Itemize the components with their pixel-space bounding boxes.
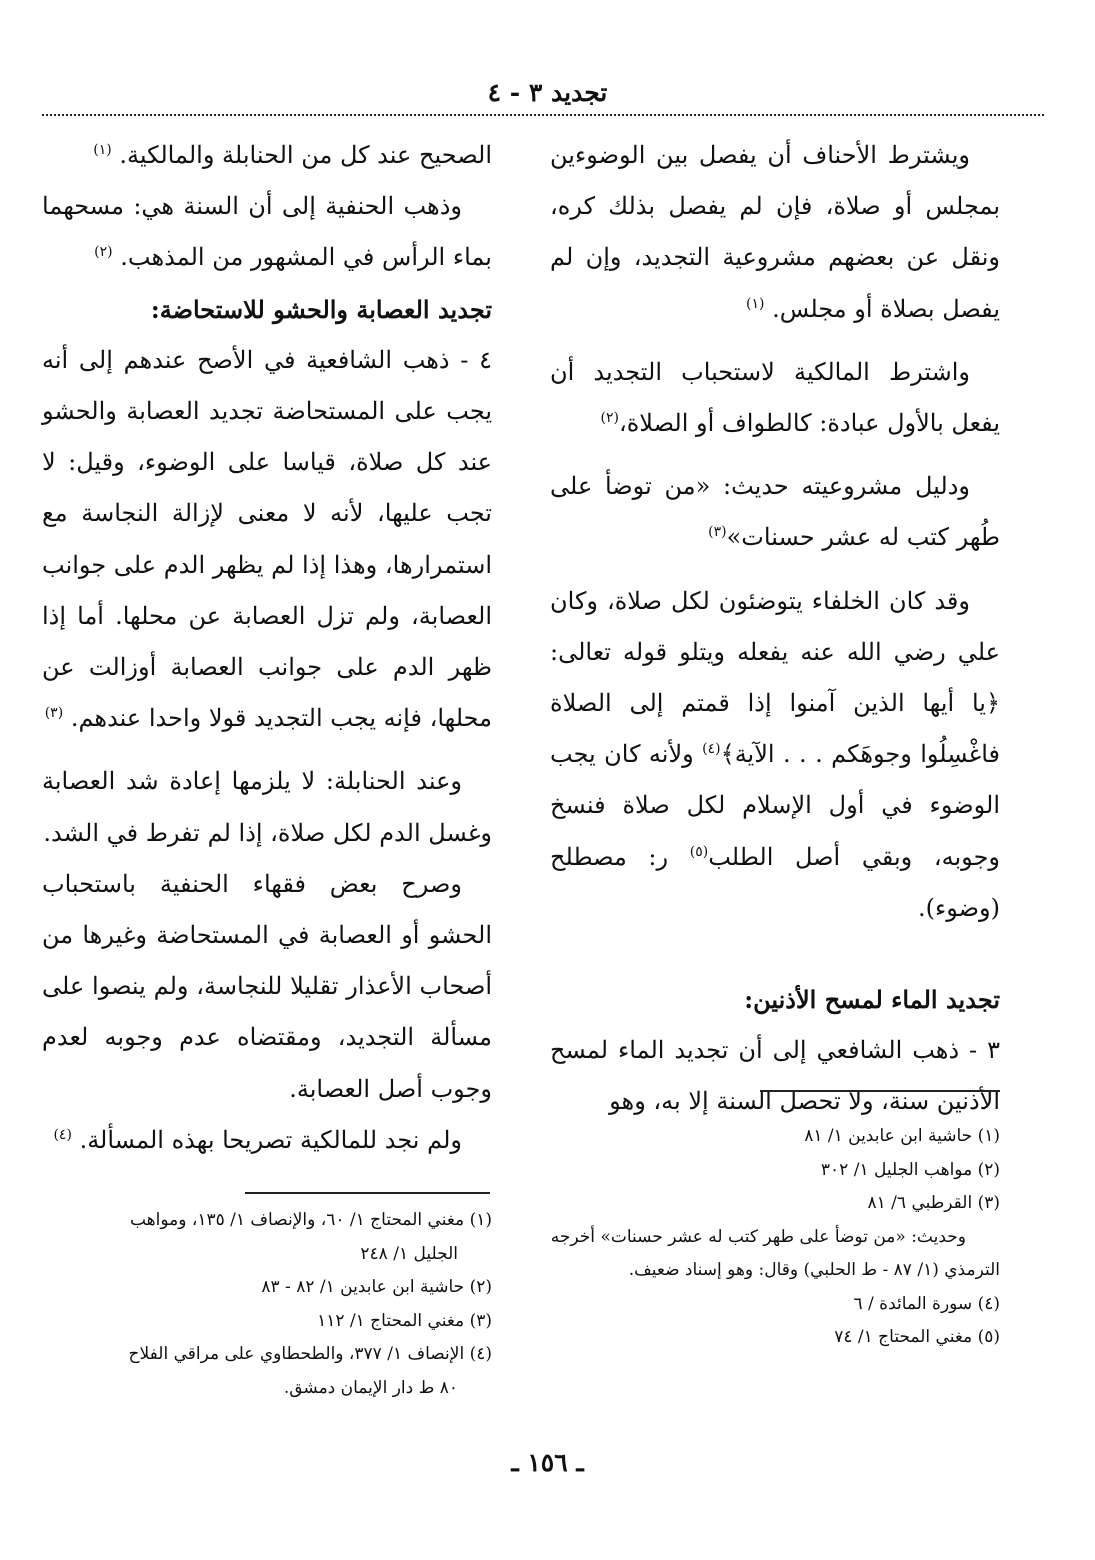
section-heading: تجديد العصابة والحشو للاستحاضة: — [150, 294, 492, 324]
paragraph: وعند الحنابلة: لا يلزمها إعادة شد العصابة وغسل الدم لكل صلاة، إذا لم تفرط في الشد. — [42, 767, 492, 847]
footnote: (٥) مغني المحتاج ١/ ٧٤ — [834, 1327, 1000, 1347]
footnote-ref: (٤) — [53, 1126, 72, 1143]
paragraph: واشترط المالكية لاستحباب التجديد أن يفعل بالأول عبادة: كالطواف أو الصلاة،$^{(٢)}$ — [550, 357, 1000, 438]
footnote: (١) حاشية ابن عابدين ١/ ٨١ — [804, 1126, 1000, 1146]
section-heading: تجديد الماء لمسح الأذنين: — [744, 985, 1000, 1015]
footnote-note: وحديث: «من توضأ على طهر كتب له عشر حسنات» أخرجه الترمذي (١/ ٨٧ - ط الحلبي) وقال: وهو إسناد ضعيف. — [550, 1226, 1000, 1280]
footnote-ref: (٣) — [44, 705, 64, 722]
footnote-ref: (٤) — [702, 741, 721, 758]
footnote-ref: (٢) — [94, 244, 113, 261]
footnote: (٤) سورة المائدة / ٦ — [853, 1293, 1000, 1314]
paragraph: ٣ - ذهب الشافعي إلى أن تجديد الماء لمسح الأذنين سنة، ولا تحصل السنة إلا به، وهو — [550, 1036, 1000, 1116]
footnote: (٢) مواهب الجليل ١/ ٣٠٢ — [820, 1159, 1000, 1180]
footnote: (١) مغني المحتاج ١/ ٦٠، والإنصاف ١/ ١٣٥، ومواهب — [129, 1210, 492, 1230]
footnote-continuation: الجليل ١/ ٢٤٨ — [360, 1243, 458, 1264]
footnote: (٣) مغني المحتاج ١/ ١١٢ — [317, 1310, 492, 1331]
page-number: ـ ١٥٦ ـ — [511, 1448, 584, 1477]
paragraph: وصرح بعض فقهاء الحنفية باستحباب الحشو أو العصابة في المستحاضة وغيرها من أصحاب الأعذار تقليلا للنجاسة، ولم ينصوا على مسألة التجديد، ومقتضاه عدم وجوبه لعدم وجوب أصل العصابة. — [42, 869, 492, 1103]
footnote: (٣) القرطبي ٦/ ٨١ — [867, 1193, 1000, 1213]
footnote: (٢) حاشية ابن عابدين ١/ ٨٢ - ٨٣ — [261, 1277, 492, 1297]
right-footnotes — [550, 1120, 1000, 1355]
paragraph: الصحيح عند كل من الحنابلة والمالكية. $^{(١)}$ — [93, 141, 492, 169]
footnote-ref: (٢) — [600, 410, 619, 427]
footnote-ref: (٣) — [708, 524, 727, 541]
paragraph: ٤ - ذهب الشافعية في الأصح عندهم إلى أنه يجب على المستحاضة تجديد العصابة والحشو عند كل صلاة، قياسا على الوضوء، وقيل: لا تجب عليها، لأنه لا معنى لإزالة النجاسة مع استمرارها، وهذا إذا لم يظهر الدم على جوانب العصابة، ولم تزل العصابة عن محلها. أما إذا ظهر الدم على جوانب العصابة أوزالت عن محلها، فإنه يجب التجديد قولا واحدا عندهم. $^{(٣)}$ — [42, 345, 493, 733]
footnote-ref: (١) — [93, 142, 112, 158]
paragraph: وقد كان الخلفاء يتوضئون لكل صلاة، وكان علي رضي الله عنه يفعله ويتلو قوله تعالى: ﴿يا أيها الذين آمنوا إذا قمتم إلى الصلاة فاغْسِلُوا وجوهَكم . . . الآية﴾$^{(٤)}$ ولأنه كان يجب الوضوء في أول الإسلام لكل صلاة فنسخ وجوبه، وبقي أصل الطلب$^{(٥)}$ ر: مصطلح (وضوء). — [550, 586, 1000, 922]
paragraph: ودليل مشروعيته حديث: «من توضأ على طُهر كتب له عشر حسنات»$^{(٣)}$ — [550, 472, 1000, 552]
paragraph: ولم نجد للمالكية تصريحا بهذه المسألة. $^{(٤)}$ — [53, 1125, 462, 1154]
right-column — [550, 130, 1000, 1128]
footnote-rule — [245, 1192, 490, 1194]
footnote: (٤) الإنصاف ١/ ٣٧٧، والطحطاوي على مراقي الفلاح — [128, 1344, 492, 1364]
footnote-continuation: ٨٠ ط دار الإيمان دمشق. — [283, 1377, 458, 1398]
paragraph: وذهب الحنفية إلى أن السنة هي: مسحهما بماء الرأس في المشهور من المذهب. $^{(٢)}$ — [42, 192, 492, 272]
left-footnotes — [42, 1204, 492, 1405]
left-column — [42, 130, 492, 1166]
footnote-ref: (١) — [746, 295, 765, 312]
footnote-rule — [760, 1090, 1000, 1092]
footnote-ref: (٥) — [689, 843, 709, 860]
paragraph: ويشترط الأحناف أن يفصل بين الوضوءين بمجلس أو صلاة، فإن لم يفصل بذلك كره، ونقل عن بعضهم مشروعية التجديد، وإن لم يفصل بصلاة أو مجلس. $^{(١)}$ — [550, 141, 1000, 323]
running-header: تجديد ٣ - ٤ — [487, 78, 608, 107]
header-dotted-rule — [42, 114, 1044, 116]
